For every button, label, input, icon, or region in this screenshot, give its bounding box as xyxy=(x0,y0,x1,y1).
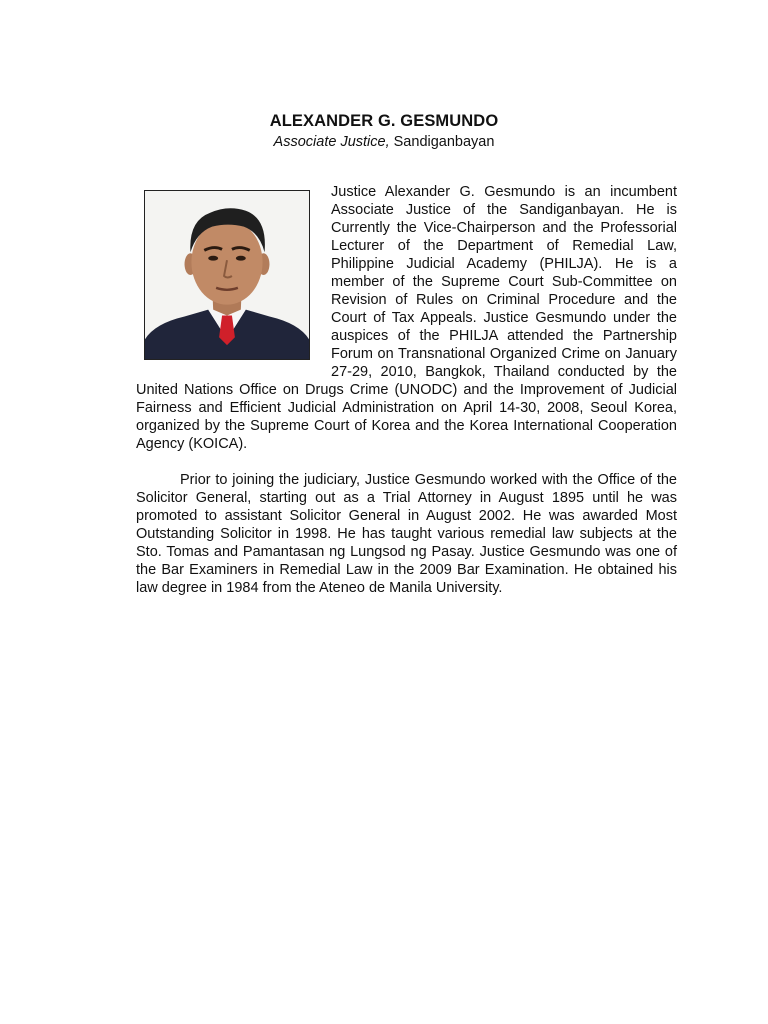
court-name: Sandiganbayan xyxy=(389,134,495,150)
person-title xyxy=(0,132,768,152)
bio-paragraph-1: Justice Alexander G. Gesmundo is an incumbent Associate Justice of the Sandiganbayan. He is Currently the Vice-Chairperson and the Professorial Lecturer of the Department of Remedial Law, Philippine Judicial Academy (PHILJA). He is a member of the Supreme Court Sub-Committee on Revision of Rules on Criminal Procedure and the Court of Tax Appeals. Justice Gesmundo under the auspices of the PHILJA attended the Partnership Forum on Transnational Organized Crime on January 27-29, 2010, Bangkok, Thailand conducted by the United Nations Office on Drugs Crime (UNODC) and the Improvement of Judicial Fairness and Efficient Judicial Administration on April 14-30, 2008, Seoul Korea, organized by the Supreme Court of Korea and the Korea International Cooperation Agency (KOICA). xyxy=(136,184,677,452)
person-name: ALEXANDER G. GESMUNDO xyxy=(269,112,499,130)
bio-paragraph-2: Prior to joining the judiciary, Justice Gesmundo worked with the Office of the Solicitor General, starting out as a Trial Attorney in August 1895 until he was promoted to assistant Solicitor General in August 2002. He was awarded Most Outstanding Solicitor in 1998. He has taught various remedial law subjects at the Sto. Tomas and Pamantasan ng Lungsod ng Pasay. Justice Gesmundo was one of the Bar Examiners in Remedial Law in the 2009 Bar Examination. He obtained his law degree in 1984 from the Ateneo de Manila University. xyxy=(136,472,677,596)
header xyxy=(0,110,768,152)
portrait-photo xyxy=(144,190,310,360)
position-title: Associate Justice, xyxy=(273,134,390,150)
portrait-icon xyxy=(145,191,309,359)
biography xyxy=(136,183,677,597)
